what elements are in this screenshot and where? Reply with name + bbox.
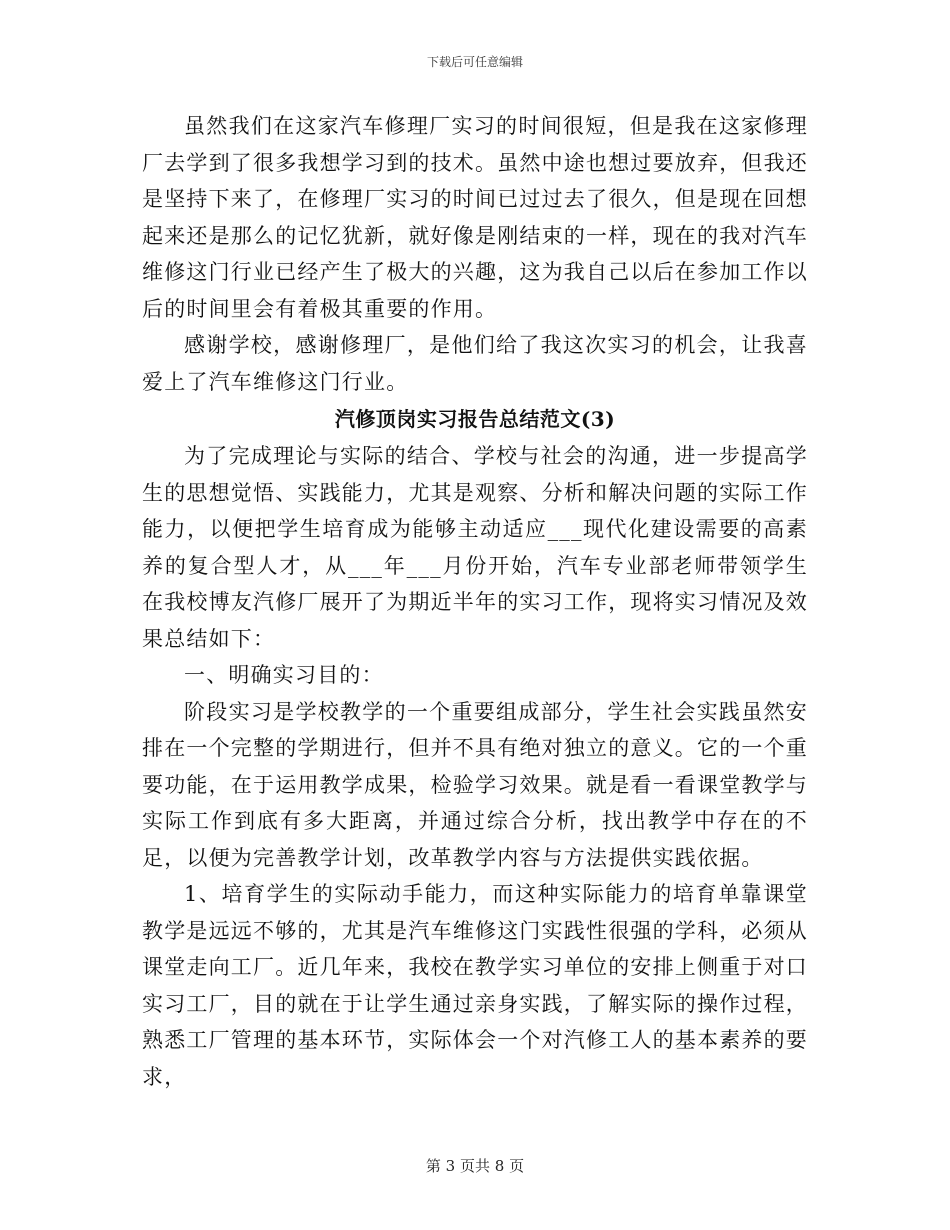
paragraph: 为了完成理论与实际的结合、学校与社会的沟通，进一步提高学生的思想觉悟、实践能力，尤其是观察、分析和解决问题的实际工作能力，以便把学生培育成为能够主动适应___现代化建设需要的高素养的复合型人才，从___年___月份开始，汽车专业部老师带领学生在我校博友汽修厂展开了为期近半年的实习工作，现将实习情况及效果总结如下： <box>142 444 808 651</box>
list-heading: 一、明确实习目的： <box>184 663 384 687</box>
paragraph: 感谢学校，感谢修理厂，是他们给了我这次实习的机会，让我喜爱上了汽车维修这门行业。 <box>142 333 808 394</box>
page-header: 下载后可任意编辑 <box>426 55 523 69</box>
section-title: 汽修顶岗实习报告总结范文(3) <box>334 407 616 431</box>
page-number: 第 3 页共 8 页 <box>425 1157 525 1175</box>
document-body <box>142 108 808 1095</box>
paragraph: 虽然我们在这家汽车修理厂实习的时间很短，但是我在这家修理厂去学到了很多我想学习到的技术。虽然中途也想过要放弃，但我还是坚持下来了，在修理厂实习的时间已过过去了很久，但是现在回想起来还是那么的记忆犹新，就好像是刚结束的一样，现在的我对汽车维修这门行业已经产生了极大的兴趣，这为我自己以后在参加工作以后的时间里会有着极其重要的作用。 <box>142 114 808 321</box>
paragraph: 阶段实习是学校教学的一个重要组成部分，学生社会实践虽然安排在一个完整的学期进行，但并不具有绝对独立的意义。它的一个重要功能，在于运用教学成果，检验学习效果。就是看一看课堂教学与实际工作到底有多大距离，并通过综合分析，找出教学中存在的不足，以便为完善教学计划，改革教学内容与方法提供实践依据。 <box>142 699 808 870</box>
paragraph: 1、培育学生的实际动手能力，而这种实际能力的培育单靠课堂教学是远远不够的，尤其是汽车维修这门实践性很强的学科，必须从课堂走向工厂。近几年来，我校在教学实习单位的安排上侧重于对口实习工厂，目的就在于让学生通过亲身实践，了解实际的操作过程，熟悉工厂管理的基本环节，实际体会一个对汽修工人的基本素养的要求， <box>142 882 808 1089</box>
